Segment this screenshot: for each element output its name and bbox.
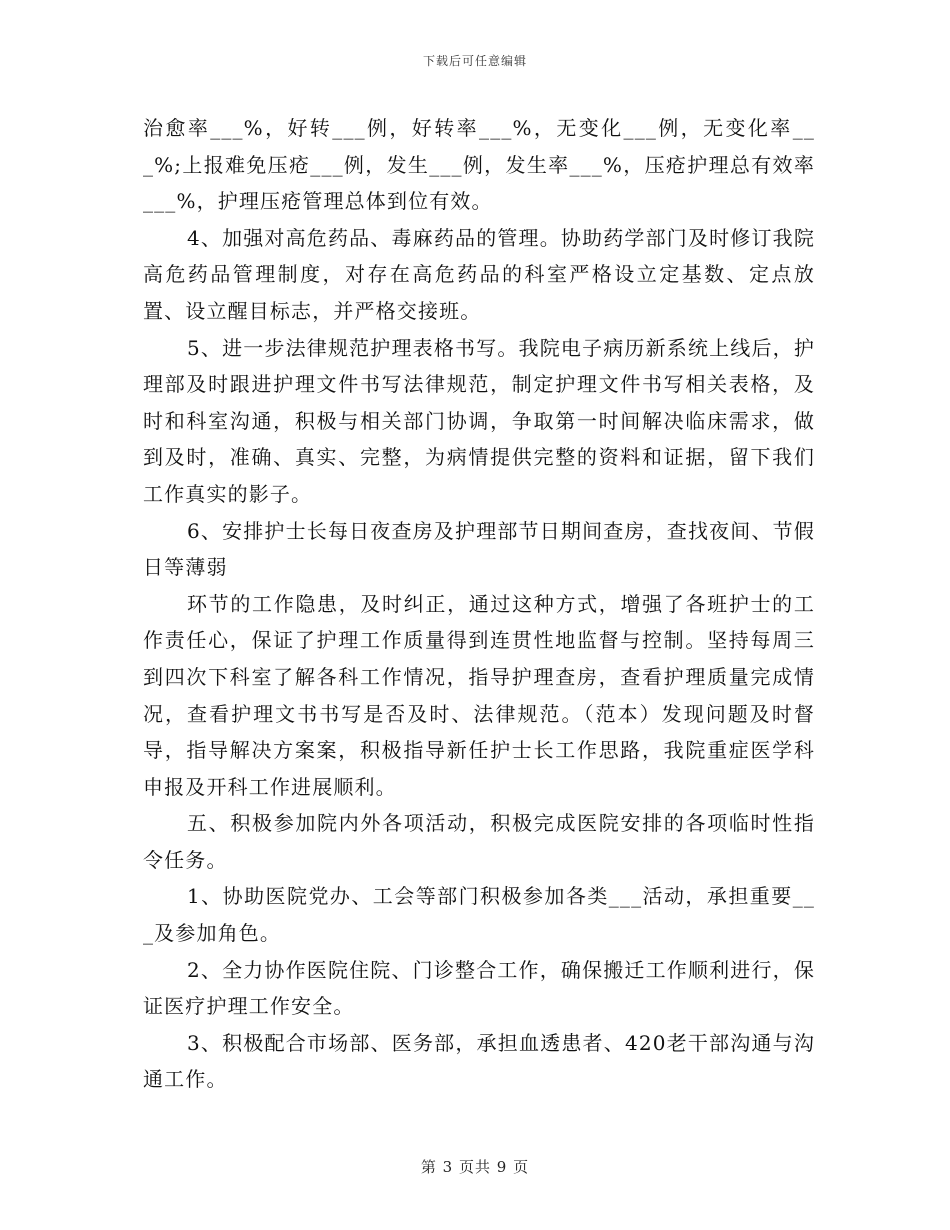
- section-heading: 五、积极参加院内外各项活动，积极完成医院安排的各项临时性指令任务。: [143, 811, 815, 872]
- paragraph: 6、安排护士长每日夜查房及护理部节日期间查房，查找夜间、节假日等薄弱: [143, 518, 815, 580]
- page-header: 下载后可任意编辑: [422, 54, 527, 68]
- paragraph: 2、全力协作医院住院、门诊整合工作，确保搬迁工作顺利进行，保证医疗护理工作安全。: [143, 957, 815, 1019]
- paragraph: 环节的工作隐患，及时纠正，通过这种方式，增强了各班护士的工作责任心，保证了护理工作质量得到连贯性地监督与控制。坚持每周三到四次下科室了解各科工作情况，指导护理查房，查看护理质量完成情况，查看护理文书书写是否及时、法律规范。（范本）发现问题及时督导，指导解决方案案，积极指导新任护士长工作思路，我院重症医学科申报及开科工作进展顺利。: [143, 591, 815, 799]
- document-body: [143, 110, 815, 1098]
- paragraph: 治愈率___%，好转___例，好转率___%，无变化___例，无变化率___%;上报难免压疮___例，发生___例，发生率___%，压疮护理总有效率___%，护理压疮管理总体到位有效。: [143, 116, 815, 214]
- paragraph: 1、协助医院党办、工会等部门积极参加各类___活动，承担重要___及参加角色。: [143, 884, 815, 946]
- paragraph: 4、加强对高危药品、毒麻药品的管理。协助药学部门及时修订我院高危药品管理制度，对存在高危药品的科室严格设立定基数、定点放置、设立醒目标志，并严格交接班。: [143, 225, 815, 323]
- paragraph: 5、进一步法律规范护理表格书写。我院电子病历新系统上线后，护理部及时跟进护理文件书写法律规范，制定护理文件书写相关表格，及时和科室沟通，积极与相关部门协调，争取第一时间解决临床需求，做到及时，准确、真实、完整，为病情提供完整的资料和证据，留下我们工作真实的影子。: [143, 335, 815, 506]
- page-number-footer: 第 3 页共 9 页: [420, 1158, 530, 1176]
- paragraph: 3、积极配合市场部、医务部，承担血透患者、420老干部沟通与沟通工作。: [143, 1030, 815, 1092]
